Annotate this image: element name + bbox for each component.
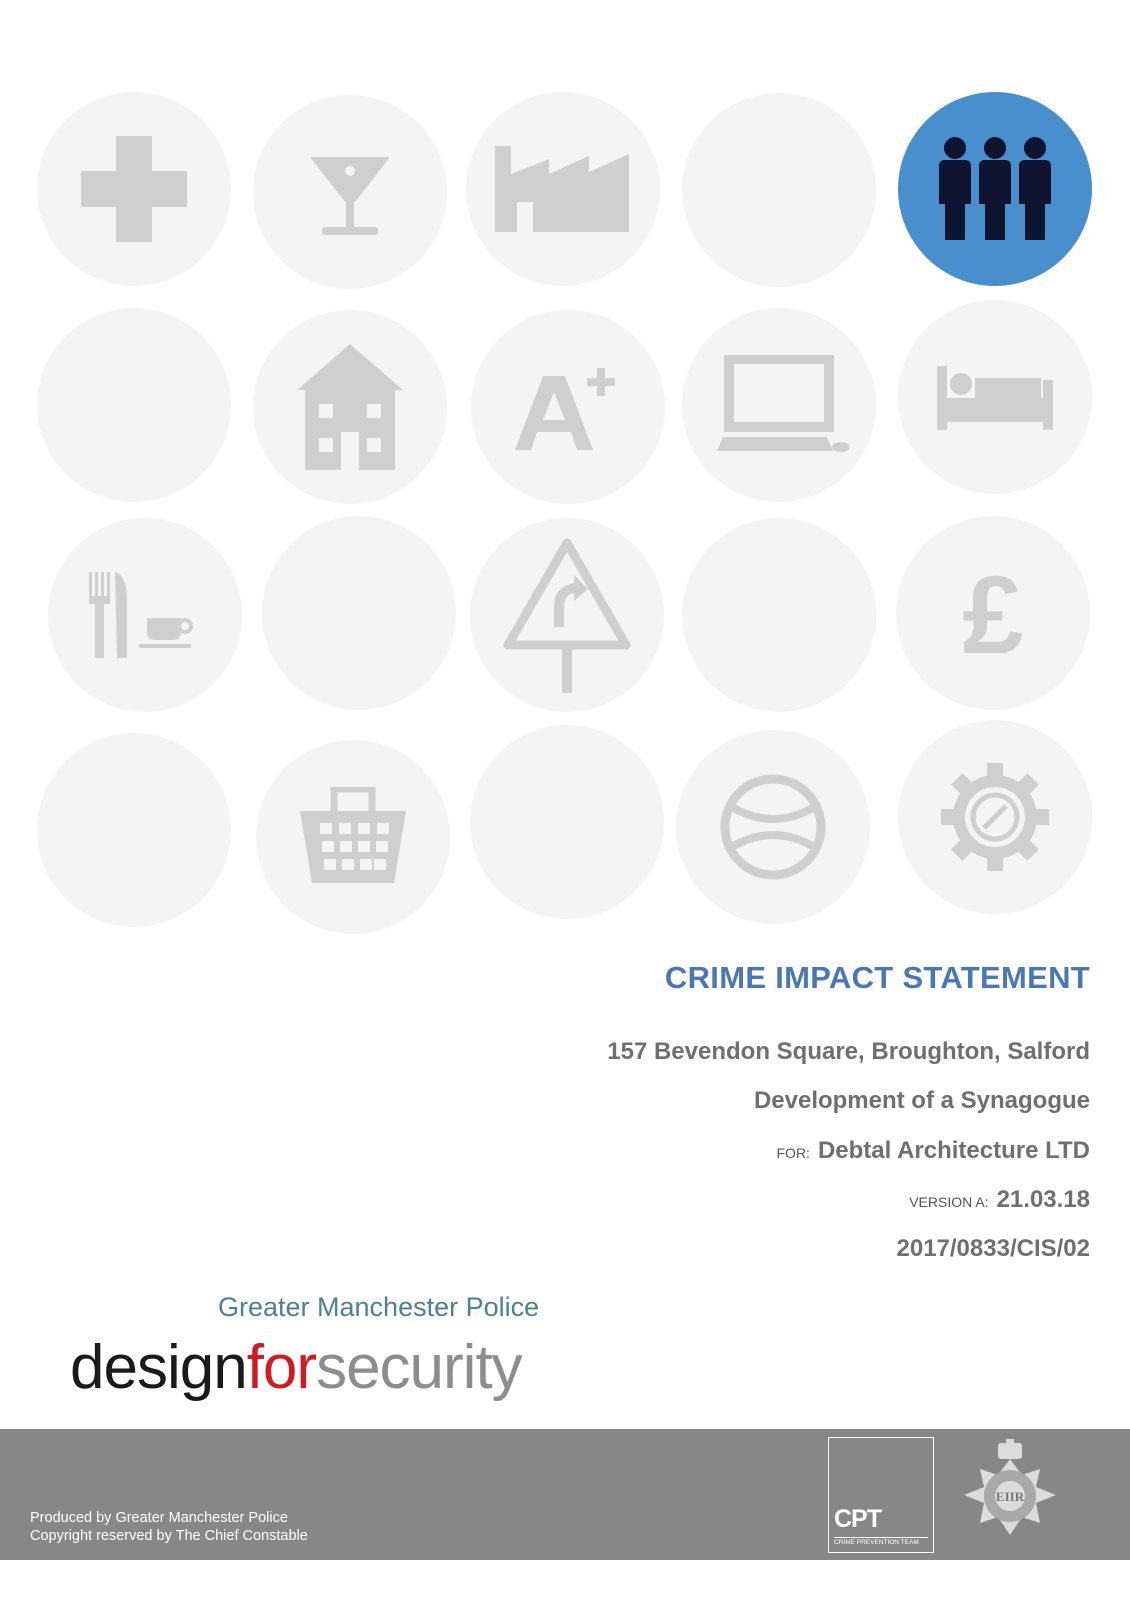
design-for-security-logo bbox=[70, 1332, 522, 1403]
produced-by-text: Produced by Greater Manchester Police bbox=[30, 1510, 288, 1526]
empty-circle bbox=[37, 308, 231, 502]
cpt-logo-subtitle: CRIME PREVENTION TEAM bbox=[834, 1537, 928, 1546]
client-name: Debtal Architecture LTD bbox=[817, 1137, 1090, 1164]
footer-bar bbox=[0, 1429, 1130, 1560]
bed-icon bbox=[898, 300, 1092, 494]
development-description: Development of a Synagogue bbox=[753, 1087, 1090, 1114]
restaurant-icon bbox=[48, 518, 242, 712]
site-address: 157 Bevendon Square, Broughton, Salford bbox=[607, 1038, 1090, 1065]
cpt-logo-text: CPT bbox=[834, 1505, 881, 1533]
police-crest-icon bbox=[960, 1439, 1060, 1549]
footer-credits bbox=[30, 1509, 308, 1545]
version-date: 21.03.18 bbox=[996, 1186, 1090, 1213]
reference-number: 2017/0833/CIS/02 bbox=[896, 1235, 1090, 1262]
pound-sign-icon bbox=[896, 516, 1090, 710]
empty-circle bbox=[682, 93, 876, 287]
road-sign-icon bbox=[470, 518, 664, 712]
empty-circle bbox=[470, 725, 664, 919]
svg-text:EIIR: EIIR bbox=[995, 1489, 1025, 1504]
people-group-icon bbox=[898, 92, 1092, 286]
version-label: VERSION A: bbox=[909, 1194, 989, 1210]
copyright-text: Copyright reserved by The Chief Constable bbox=[30, 1528, 308, 1544]
tennis-ball-icon bbox=[676, 730, 870, 924]
empty-circle bbox=[262, 516, 456, 710]
empty-circle bbox=[682, 518, 876, 712]
medical-cross-icon bbox=[37, 92, 231, 286]
document-title: CRIME IMPACT STATEMENT bbox=[664, 960, 1090, 995]
logo-part-security: security bbox=[316, 1333, 522, 1402]
cocktail-glass-icon bbox=[253, 95, 447, 289]
svg-text:£: £ bbox=[962, 563, 1024, 663]
organisation-name: Greater Manchester Police bbox=[218, 1292, 540, 1322]
version-line bbox=[909, 1186, 1090, 1214]
for-label: FOR: bbox=[776, 1145, 810, 1161]
logo-part-for: for bbox=[246, 1333, 317, 1402]
computer-icon bbox=[682, 308, 876, 502]
empty-circle bbox=[37, 733, 231, 927]
education-a-plus-icon bbox=[471, 310, 665, 504]
cpt-logo bbox=[828, 1437, 934, 1553]
shopping-basket-icon bbox=[256, 740, 450, 934]
factory-icon bbox=[466, 92, 660, 286]
title-block bbox=[290, 960, 1090, 1262]
client-line bbox=[777, 1137, 1091, 1165]
house-icon bbox=[253, 310, 447, 504]
gear-icon bbox=[898, 720, 1092, 914]
logo-part-design: design bbox=[70, 1333, 247, 1402]
